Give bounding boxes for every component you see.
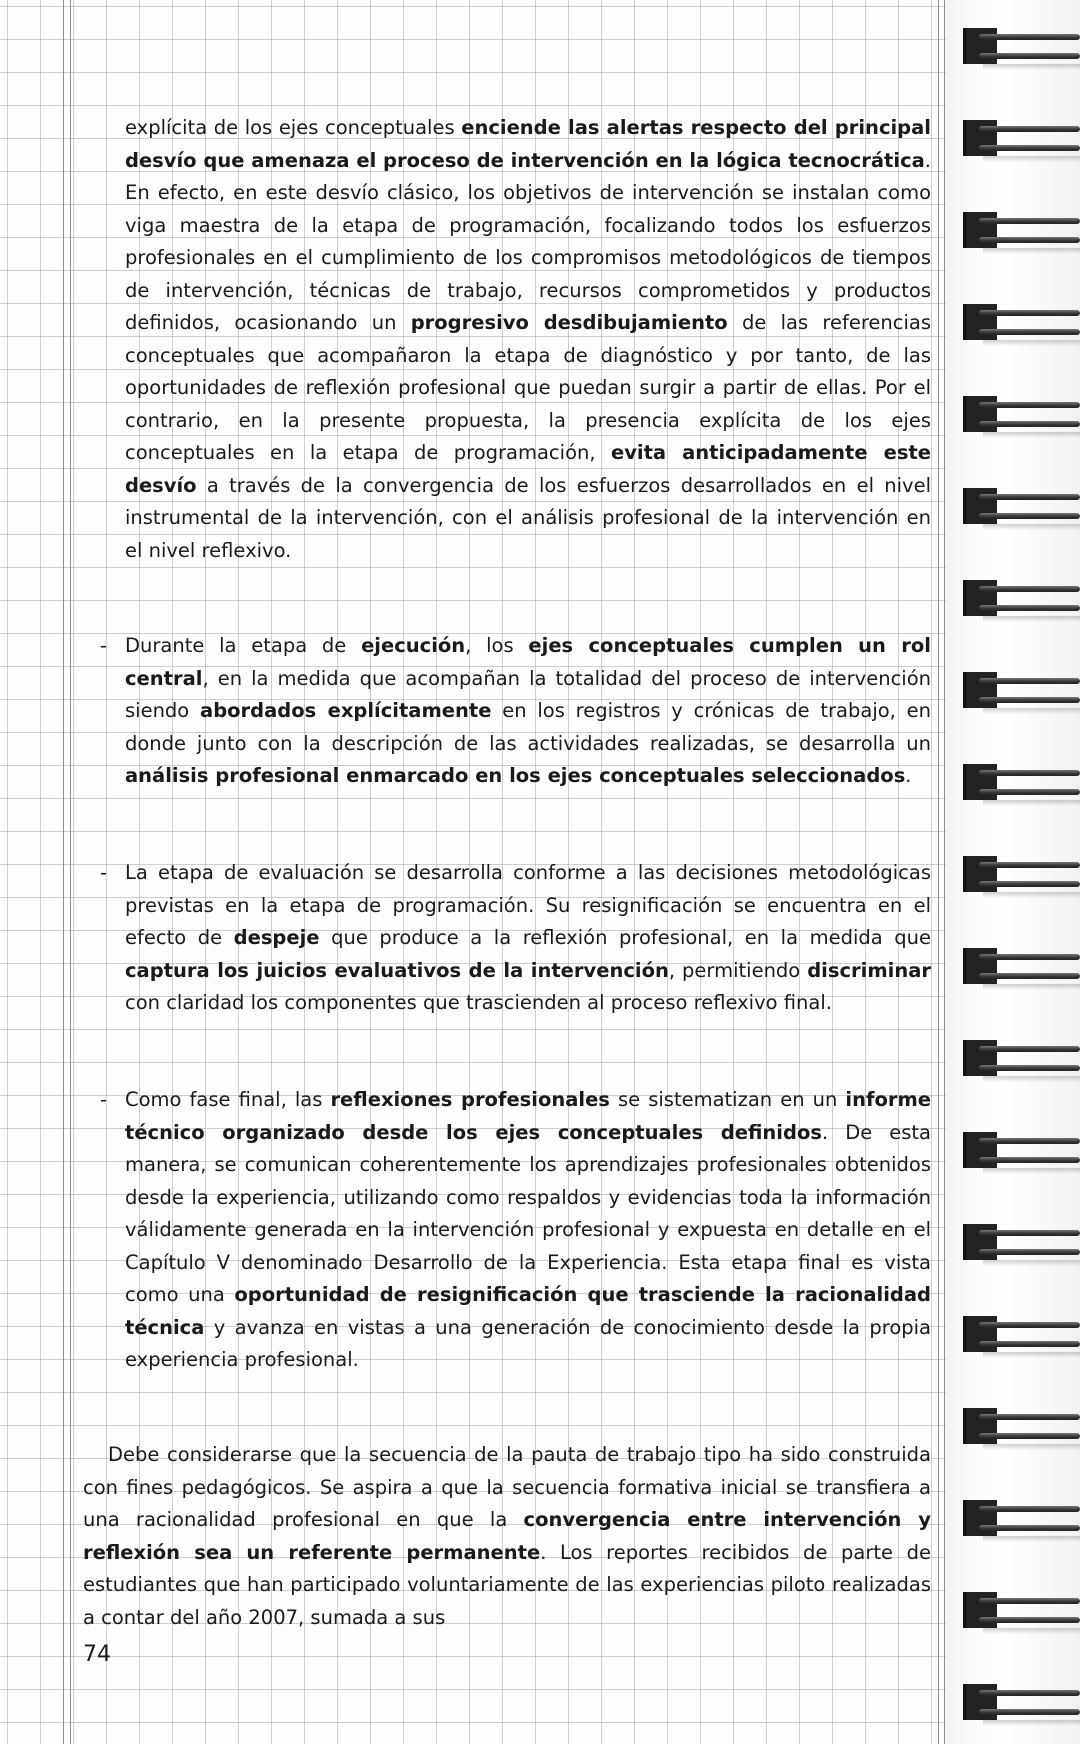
bold-text: ejecución (361, 634, 466, 657)
text: . De esta manera, se comunican coherentemente los aprendizajes profesionales obtenidos desde la experiencia, utilizando como respaldos y evidencias toda la información válidamente generada en la intervención profesional y expuesta en detalle en el Capítulo V denominado Desarrollo de la Experiencia. Esta etapa final es vista como una (125, 1120, 931, 1306)
spiral-ring (963, 1132, 1080, 1170)
spiral-ring (963, 1224, 1080, 1262)
spiral-ring (963, 1040, 1080, 1078)
margin-line (944, 0, 945, 1744)
spiral-ring (963, 764, 1080, 802)
text: . En efecto, en este desvío clásico, los objetivos de intervención se instalan como viga maestra de la etapa de programación, focalizando todos los esfuerzos profesionales en el cumplimiento de los compromisos metodológicos de tiempos de intervención, técnicas de trabajo, recursos comprometidos y productos definidos, ocasionando un (125, 148, 931, 334)
text: , los (465, 634, 529, 657)
spiral-ring (963, 1408, 1080, 1446)
bold-text: abordados explícitamente (200, 699, 492, 722)
paragraph-final (83, 1439, 931, 1634)
bold-text: ejes conceptuales cumplen un rol central (125, 634, 931, 690)
text: de las referencias conceptuales que acompañaron la etapa de diagnóstico y por tanto, de las oportunidades de reflexión profesional que puedan surgir a partir de ellas. Por el contrario, en la presente propuesta, la presencia explícita de los ejes conceptuales en la etapa de programación, (125, 311, 932, 464)
margin-line (70, 0, 71, 1744)
bold-text: reflexiones profesionales (330, 1088, 610, 1111)
spiral-ring (963, 1592, 1080, 1630)
spiral-ring (963, 580, 1080, 618)
bold-text: convergencia entre intervención y reflexión sea un referente permanente (83, 1508, 931, 1564)
bold-text: discriminar (807, 958, 931, 982)
bold-text: oportunidad de resignificación que trasciende la racionalidad técnica (125, 1283, 931, 1339)
spiral-ring (963, 672, 1080, 710)
spiral-ring (963, 304, 1080, 342)
text: Debe considerarse que la secuencia de la pauta de trabajo tipo ha sido construida con fines pedagógicos. Se aspira a que la secuencia formativa inicial se transfiera a una racionalidad profesional en que la (83, 1443, 931, 1531)
bold-text: enciende las alertas respecto del principal desvío que amenaza el proceso de intervención en la lógica tecnocrática (125, 116, 931, 172)
spiral-ring (963, 856, 1080, 894)
margin-line (938, 0, 939, 1744)
text: explícita de los ejes conceptuales (125, 116, 462, 139)
bold-text: análisis profesional enmarcado en los ejes conceptuales seleccionados (125, 764, 906, 787)
bold-text: progresivo desdibujamiento (410, 311, 728, 334)
text: . (905, 764, 912, 787)
spiral-ring (963, 948, 1080, 986)
bullet-ejecucion (125, 630, 931, 793)
text: se sistematizan en un (609, 1088, 846, 1111)
text: , permitiendo (668, 958, 808, 982)
spiral-ring (963, 120, 1080, 158)
bullet-dash: - (100, 861, 108, 884)
spiral-ring (963, 1500, 1080, 1538)
text: a través de la convergencia de los esfuerzos desarrollados en el nivel instrumental de la intervención, con el análisis profesional de la intervención en el nivel reflexivo. (125, 473, 931, 562)
bold-text: despeje (233, 926, 320, 949)
bold-text: captura los juicios evaluativos de la intervención (125, 958, 669, 982)
bold-text: evita anticipadamente este desvío (125, 441, 931, 497)
text: , en la medida que acompañan la totalidad del proceso de intervención siendo (125, 666, 931, 722)
text: La etapa de evaluación se desarrolla conforme a las decisiones metodológicas previstas en la etapa de programación. Su resignificación se encuentra en el efecto de (125, 861, 931, 949)
text: . Los reportes recibidos de parte de estudiantes que han participado voluntariamente de las experiencias piloto realizadas a contar del año 2007, sumada a sus (83, 1540, 931, 1629)
margin-line (63, 0, 64, 1744)
text: Como fase final, las (125, 1088, 331, 1111)
text: que produce a la reflexión profesional, en la medida que (319, 926, 931, 949)
bullet-dash: - (100, 634, 108, 657)
spiral-ring (963, 396, 1080, 434)
text: y avanza en vistas a una generación de conocimiento desde la propia experiencia profesional. (125, 1315, 931, 1371)
spiral-ring (963, 1316, 1080, 1354)
bullet-fase-final (125, 1084, 931, 1377)
text: en los registros y crónicas de trabajo, en donde junto con la descripción de las actividades realizadas, se desarrolla un (125, 699, 931, 755)
page-number: 74 (83, 1642, 111, 1667)
text: con claridad los componentes que trascienden al proceso reflexivo final. (125, 991, 832, 1014)
bullet-evaluacion (125, 857, 931, 1020)
spiral-ring (963, 212, 1080, 250)
spiral-ring (963, 28, 1080, 66)
bold-text: informe técnico organizado desde los ejes conceptuales definidos (125, 1088, 932, 1144)
spiral-ring (963, 488, 1080, 526)
text: Durante la etapa de (125, 634, 362, 657)
spiral-ring (963, 1684, 1080, 1722)
bullet-dash: - (100, 1088, 108, 1111)
paragraph-continuation (125, 112, 931, 567)
